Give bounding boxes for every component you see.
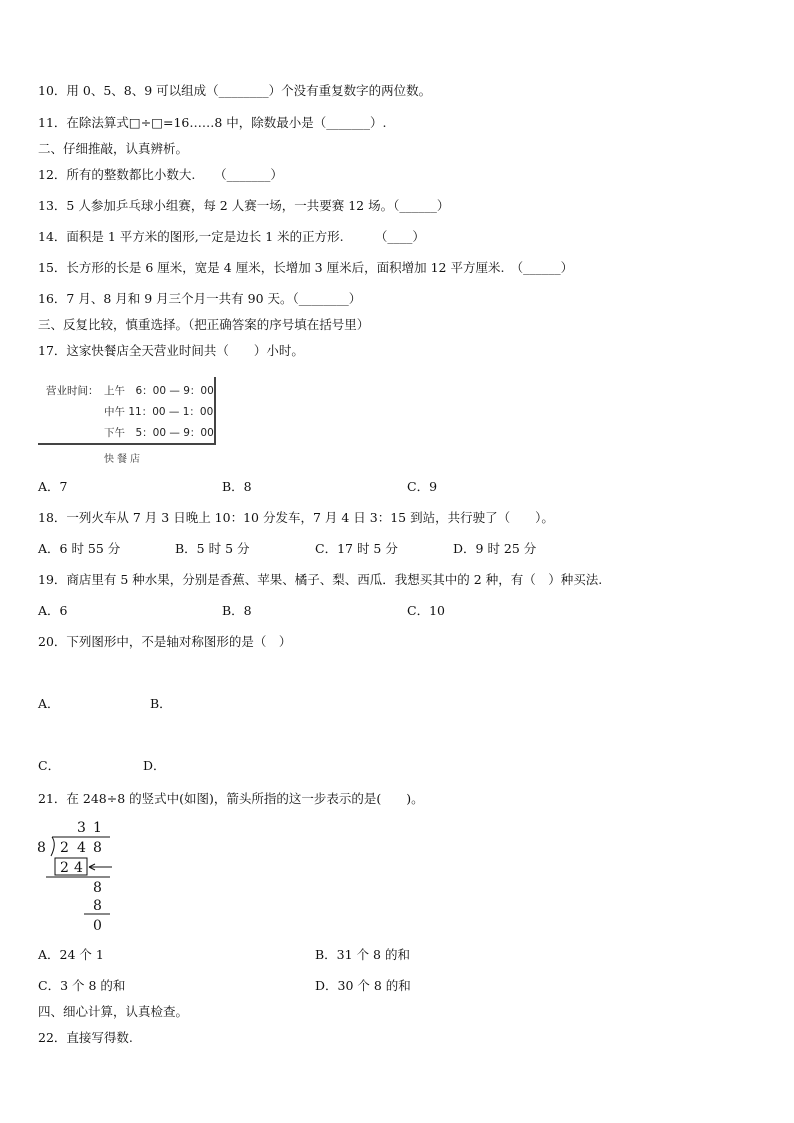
hours-title: 营业时间： — [46, 385, 99, 397]
step-digit: 4 — [74, 860, 83, 876]
dividend-digit: 4 — [77, 840, 86, 856]
q18-option-c: C．17 时 5 分 — [315, 541, 398, 556]
section-4-heading: 四、细心计算，认真检查。 — [38, 1004, 189, 1019]
bring-down-digit: 8 — [93, 880, 102, 896]
divisor: 8 — [37, 840, 46, 856]
q20-option-d: D． — [143, 758, 166, 773]
question-22: 22．直接写得数. — [38, 1030, 133, 1045]
quotient-digit: 3 — [77, 820, 86, 836]
subtract-digit: 8 — [93, 898, 102, 914]
q19-option-a: A．6 — [38, 603, 68, 618]
q21-option-d: D．30 个 8 的和 — [315, 978, 411, 993]
question-16: 16．7 月、8 月和 9 月三个月一共有 90 天。（________） — [38, 291, 362, 306]
question-20: 20．下列图形中，不是轴对称图形的是（ ） — [38, 634, 292, 649]
q20-option-b: B． — [150, 696, 172, 711]
q21-option-a: A．24 个 1 — [38, 947, 104, 962]
question-12: 12．所有的整数都比小数大. （_______） — [38, 167, 283, 182]
q17-option-b: B．8 — [222, 479, 252, 494]
q18-option-d: D．9 时 25 分 — [453, 541, 537, 556]
q20-option-a: A． — [38, 696, 60, 711]
dividend-digit: 2 — [60, 840, 69, 856]
question-21: 21．在 248÷8 的竖式中(如图)，箭头所指的这一步表示的是( )。 — [38, 791, 424, 806]
question-17: 17．这家快餐店全天营业时间共（ ）小时。 — [38, 343, 304, 358]
question-13: 13．5 人参加乒乓球小组赛，每 2 人赛一场，一共要赛 12 场。（______） — [38, 198, 450, 213]
q19-option-b: B．8 — [222, 603, 252, 618]
q20-option-c: C． — [38, 758, 61, 773]
question-15: 15．长方形的长是 6 厘米，宽是 4 厘米，长增加 3 厘米后，面积增加 12 平方厘米. （______） — [38, 260, 574, 275]
section-3-heading: 三、反复比较，慎重选择。（把正确答案的序号填在括号里） — [38, 317, 370, 332]
q19-option-c: C．10 — [407, 603, 445, 618]
hours-noon: 中午 11：00 — 1：00 — [104, 406, 214, 418]
q21-option-c: C．3 个 8 的和 — [38, 978, 126, 993]
shop-name-label: 快餐店 — [104, 454, 143, 465]
q17-option-c: C．9 — [407, 479, 438, 494]
q21-option-b: B．31 个 8 的和 — [315, 947, 410, 962]
final-remainder: 0 — [93, 918, 102, 934]
section-2-heading: 二、仔细推敲，认真辨析。 — [38, 141, 189, 156]
step-digit: 2 — [60, 860, 69, 876]
dividend-digit: 8 — [93, 840, 102, 856]
q18-option-b: B．5 时 5 分 — [175, 541, 250, 556]
question-10: 10．用 0、5、8、9 可以组成（________）个没有重复数字的两位数。 — [38, 83, 432, 98]
quotient-digit: 1 — [93, 820, 102, 836]
question-14: 14．面积是 1 平方米的图形,一定是边长 1 米的正方形. （____） — [38, 229, 425, 244]
question-19: 19．商店里有 5 种水果，分别是香蕉、苹果、橘子、梨、西瓜．我想买其中的 2 种，有（ ）种买法. — [38, 572, 603, 587]
question-11: 11．在除法算式□÷□=16……8 中，除数最小是（_______）. — [38, 115, 387, 130]
hours-morning: 上午 6：00 — 9：00 — [104, 385, 214, 397]
long-division-diagram — [34, 818, 134, 934]
hours-afternoon: 下午 5：00 — 9：00 — [104, 427, 214, 439]
business-hours-sign — [38, 377, 216, 445]
question-18: 18．一列火车从 7 月 3 日晚上 10：10 分发车，7 月 4 日 3：15 到站，共行驶了（ ）。 — [38, 510, 554, 525]
q18-option-a: A．6 时 55 分 — [38, 541, 121, 556]
q17-option-a: A．7 — [38, 479, 68, 494]
division-bracket — [51, 837, 54, 856]
